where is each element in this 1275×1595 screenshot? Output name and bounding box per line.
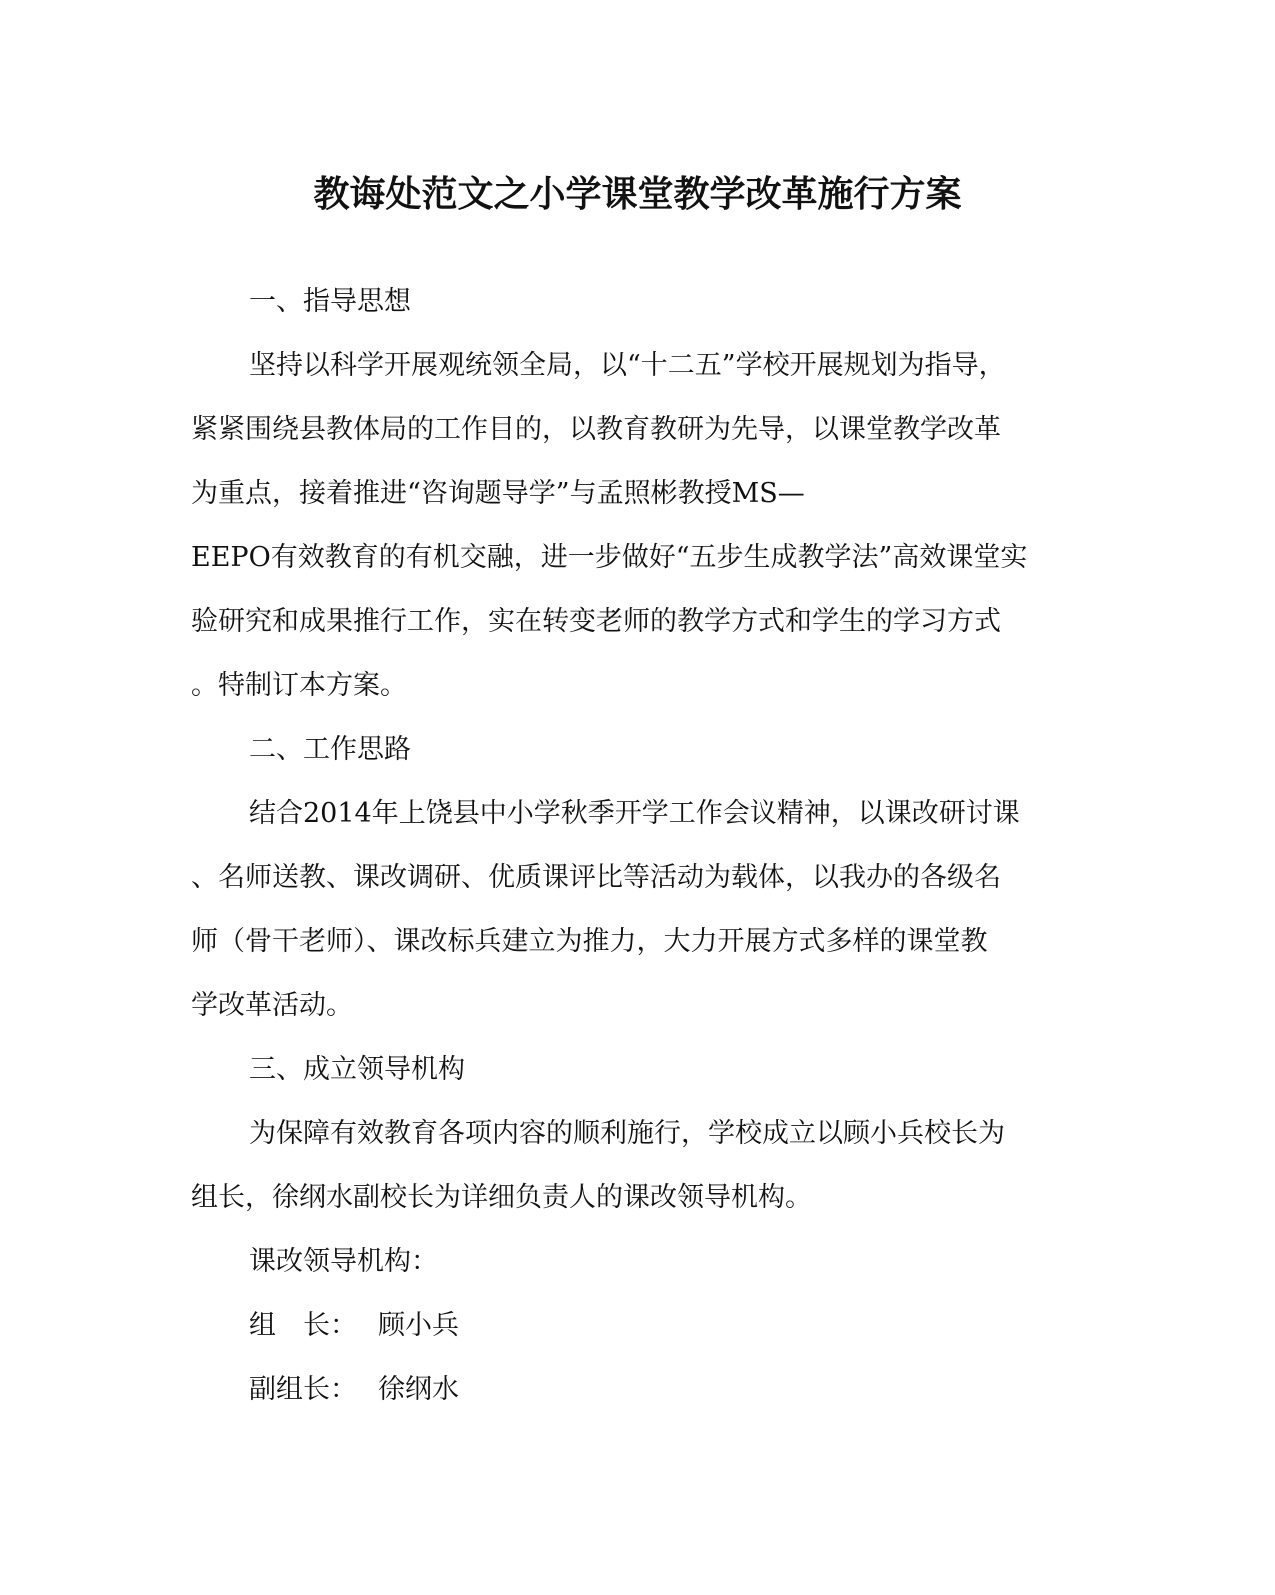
section-heading-guiding-thought: 一、指导思想 (249, 286, 411, 317)
leader-name: 顾小兵 (378, 1310, 459, 1341)
deputy-role-label: 副组长： (249, 1374, 357, 1405)
deputy-name: 徐纲水 (378, 1374, 459, 1405)
leadership-list-heading: 课改领导机构： (249, 1246, 438, 1277)
section-heading-work-approach: 二、工作思路 (249, 734, 411, 765)
paragraph-line: 师（骨干老师）、课改标兵建立为推力，大力开展方式多样的课堂教 (191, 926, 988, 957)
paragraph-line: 为重点，接着推进“咨询题导学”与孟照彬教授MS— (191, 478, 805, 509)
paragraph-line: 验研究和成果推行工作，实在转变老师的教学方式和学生的学习方式 (191, 606, 1001, 637)
paragraph-line: 、名师送教、课改调研、优质课评比等活动为载体，以我办的各级名 (191, 862, 1001, 893)
section-heading-leadership: 三、成立领导机构 (249, 1054, 465, 1085)
paragraph-line: 。特制订本方案。 (191, 670, 407, 701)
paragraph-line: 学改革活动。 (191, 990, 353, 1021)
paragraph-line: EEPO有效教育的有机交融，进一步做好“五步生成教学法”高效课堂实 (191, 542, 1028, 573)
paragraph-line: 为保障有效教育各项内容的顺利施行，学校成立以顾小兵校长为 (249, 1118, 1005, 1149)
leader-role-label: 组 长： (249, 1310, 357, 1341)
paragraph-line: 组长，徐纲水副校长为详细负责人的课改领导机构。 (191, 1182, 812, 1213)
paragraph-line: 紧紧围绕县教体局的工作目的，以教育教研为先导，以课堂教学改革 (191, 414, 1001, 445)
paragraph-line: 坚持以科学开展观统领全局，以“十二五”学校开展规划为指导， (249, 350, 1006, 381)
document-title: 教诲处范文之小学课堂教学改革施行方案 (313, 173, 962, 215)
paragraph-line: 结合2014年上饶县中小学秋季开学工作会议精神，以课改研讨课 (249, 798, 1020, 829)
